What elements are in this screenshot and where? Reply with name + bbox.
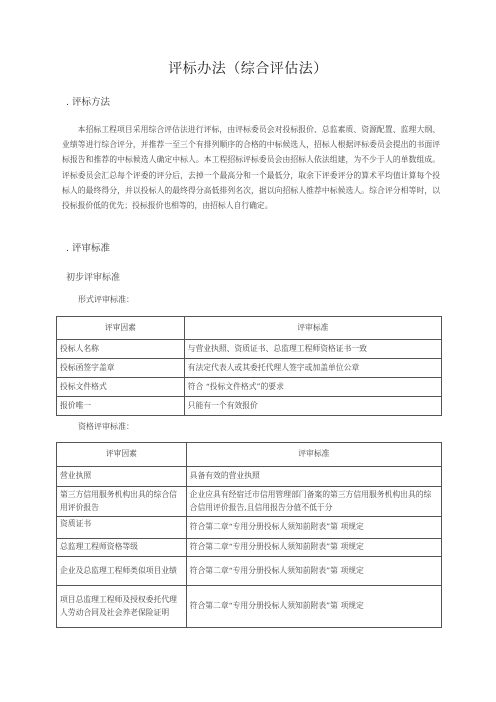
formal-review-label: 形式评审标准： bbox=[78, 295, 134, 304]
header-cell: 评审标准 bbox=[186, 443, 441, 467]
table-cell: 符合第二章“专用分册投标人须知前附表”第 项规定 bbox=[186, 517, 441, 539]
table-cell: 投标人名称 bbox=[57, 340, 185, 359]
table-header-row bbox=[57, 443, 442, 467]
table-row bbox=[57, 586, 442, 628]
section-heading-standard: . 评审标准 bbox=[66, 243, 111, 254]
table-cell: 符合第二章“专用分册投标人须知前附表”第 项规定 bbox=[186, 586, 441, 628]
table-cell: 第三方信用服务机构出具的综合信用评价报告 bbox=[57, 487, 187, 517]
qualification-review-label: 资格评审标准： bbox=[78, 422, 134, 431]
table-cell: 企业及总监理工程师类似项目业绩 bbox=[57, 557, 187, 586]
header-cell: 评审因素 bbox=[57, 317, 185, 340]
table-row bbox=[57, 557, 442, 586]
table-row bbox=[57, 539, 442, 557]
table-row bbox=[57, 340, 442, 359]
document-title: 评标办法（综合评估法） bbox=[168, 61, 328, 77]
table-header-row bbox=[57, 317, 442, 340]
header-cell: 评审因素 bbox=[57, 443, 187, 467]
table-cell: 报价唯一 bbox=[57, 397, 185, 416]
table-cell: 有法定代表人或其委托代理人签字或加盖单位公章 bbox=[184, 359, 441, 378]
table-cell: 符合 “投标文件格式”的要求 bbox=[184, 378, 441, 397]
table-cell: 符合第二章“专用分册投标人须知前附表”第 项规定 bbox=[186, 557, 441, 586]
table-cell: 投标文件格式 bbox=[57, 378, 185, 397]
table-cell: 具备有效的营业执照 bbox=[186, 467, 441, 487]
method-paragraph: 本招标工程项目采用综合评估法进行评标，由评标委员会对投标报价、总监素质、资源配置、监理大纲、业绩等进行综合评分，并推荐一至三个有排列顺序的合格的中标候选人，招标人根据评标委员会提出的书面评标报告和推荐的中标候选人确定中标人。本工程招标评标委员会由招标人依法组建，为不少于人的单数组成。评标委员会汇总每个评委的评分后，去掉一个最高分和一个最低分，取余下评委评分的算术平均值计算每个投标人的最终得分，并以投标人的最终得分高低排列名次，据以向招标人推荐中标候选人。综合评分相等时，以投标报价低的优先；投标报价也相等的，由招标人自行确定。 bbox=[62, 125, 440, 211]
table-row bbox=[57, 397, 442, 416]
formal-review-table bbox=[56, 316, 442, 416]
table-row bbox=[57, 467, 442, 487]
table-cell: 只能有一个有效报价 bbox=[184, 397, 441, 416]
table-cell: 总监理工程师资格等级 bbox=[57, 539, 187, 557]
header-cell: 评审标准 bbox=[184, 317, 441, 340]
table-row bbox=[57, 487, 442, 517]
table-cell: 营业执照 bbox=[57, 467, 187, 487]
table-cell: 投标函签字盖章 bbox=[57, 359, 185, 378]
table-row bbox=[57, 378, 442, 397]
prelim-heading: 初步评审标准 bbox=[66, 273, 121, 283]
table-cell: 企业应具有经宿迁市信用管理部门备案的第三方信用服务机构出具的综合信用评价报告,且信用报告分值不低于分 bbox=[186, 487, 441, 517]
table-cell: 符合第二章“专用分册投标人须知前附表”第 项规定 bbox=[186, 539, 441, 557]
section-heading-method: . 评标方法 bbox=[66, 97, 111, 108]
table-cell: 与营业执照、资质证书、总监理工程师资格证书一致 bbox=[184, 340, 441, 359]
table-row bbox=[57, 517, 442, 539]
table-cell: 项目总监理工程师及授权委托代理人劳动合同及社会养老保险证明 bbox=[57, 586, 187, 628]
qualification-review-table bbox=[56, 442, 442, 628]
table-cell: 资质证书 bbox=[57, 517, 187, 539]
table-row bbox=[57, 359, 442, 378]
